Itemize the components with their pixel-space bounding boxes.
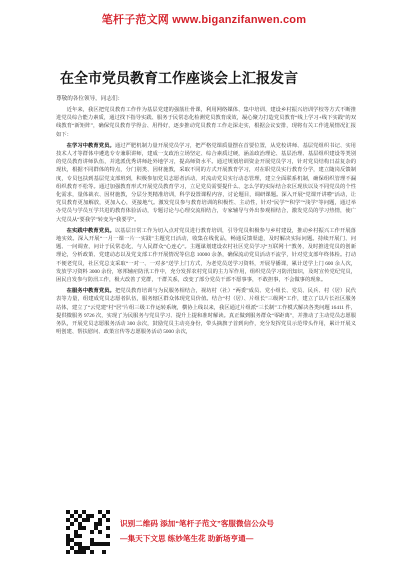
qr-module	[106, 526, 110, 530]
qr-module	[66, 550, 70, 554]
paragraph-text: 通过严肥机制力量开展党员学习，把严格党课质量摆在首要位置，从党校讲师、基层党组织书记、实用技术人才等群体中遴选专专兼职讲师，建成一支政治立场坚定、综合素质过硬，涵盖政治理论、基层治理、基层组织建设等类别的党员教育讲师队伍，并选派优秀讲师赴外地学习，提高师资水平。通过规划培训资金开展党员学习，针对党员结构日益复杂的现状，根据不同群体的特点，分门别类、因材施教，采取不同的方式开展教育学习，对在职党员实行教育分学，建立随岗反馈制度，专员包扶到基层党支部班到，积极参加党员志愿者活动，对流动党员实行动态管理，建立全面联系机制，确保组织管理不漏组织教育不松等。通过加强教育形式开展党员教育学习，立足党员需要提什么、怎么学的实际结合农区现状以及不同党员的个性化需求，量体裁衣、因材施教，分层分类精准培训，科学设置课程内容，讨论题目，调研课题。深入开展“党课开讲啦”活动，让党员教育更加解放，更加入心，更接地气。激发党员参与教育培训的积极性、主动性，针对“民学”“积学”“浅学”等问题，通过举办党员与学员互学共进的教育体验活动，专题讨论与心理交流相结合，专家辅导与外出参观相结合，激发党员的学习热情，使广大党员从“要我学”转变为“我要学”。	[56, 142, 356, 223]
paragraph-text: 把党员教育培训与为民服务相结合，视坊村（社）“两委”成员、党小组长、党员、民兵、村（居）民代表等力量，组建成党员志愿者队伍，服务辖区群众体现党员价值。结合“村（居）、片组长”三级网“工作，建立了以片长社区服务站体，建立了“云党建”村“居”片组三级工作运转系统，横协上线以来，我区通过片组派“三长制”工作模式解决各类问题 16411 件，提供微服务 9726 次，实现了为民服务与党员学习、提升上提和准时解读。真正做到服务群众“零距离”，并推动了主动党员志愿服务队，开展党员志愿服务活动 300 余次，鼓励党员主动亮身份，带头摘旗子首到向作，充分发挥党员示范带头作用，累计开展义明创建、帮扶慰问、政策宣传等志愿服务活动 5000 余次，	[56, 288, 356, 336]
paragraph-lead: 在实践中教育党员。	[66, 227, 115, 234]
footer-slogan: —集天下文思 练妙笔生花 助新场亨通—	[120, 534, 254, 543]
qr-module	[90, 550, 94, 554]
paragraph-lead: 在服务中教育党员。	[66, 288, 115, 295]
paragraph-service	[56, 287, 356, 336]
qr-module	[106, 542, 110, 546]
site-banner: 笔杆子范文网 www.biganzifanwen.com	[101, 14, 307, 26]
paragraph-practice	[56, 227, 356, 284]
site-header	[0, 10, 408, 34]
qr-code-icon[interactable]	[66, 510, 110, 554]
qr-module	[78, 534, 82, 538]
qr-module	[82, 526, 86, 530]
qr-module	[66, 526, 70, 530]
qr-module	[70, 522, 74, 526]
footer-promo-text: 识别二维码 添加“笔杆子范文”客服微信公众号	[120, 519, 274, 528]
qr-module	[106, 534, 110, 538]
qr-module	[82, 550, 86, 554]
paragraph-text: 近年来，我区把党员教育工作作为基层党建的强筋壮骨课，利用网络媒体、集中培训、建设乡村振兴培训学校等方式不断推进党员综合能力素质，通过找下指导实践、服务于民常态化检测党员教育成效，凝心聚力打造党员教育“线上学习+线下实践”的双线教育“新矩阵”，确保党员教育学得会、用得好，逐步推动党员教育工作走深走实，根据会议安排，现将有关工作进展情况汇报如下：	[56, 107, 356, 138]
qr-module	[90, 530, 94, 534]
qr-module	[98, 522, 102, 526]
salutation: 尊敬的各位领导，同志们：	[56, 96, 124, 102]
paragraph-study	[56, 142, 356, 224]
qr-module	[98, 530, 102, 534]
paragraph-intro	[56, 106, 356, 139]
document-title: 在全市党员教育工作座谈会上汇报发言	[60, 72, 298, 87]
footer-promo	[0, 496, 408, 576]
qr-module	[90, 514, 94, 518]
document-body	[56, 106, 356, 339]
qr-module	[106, 518, 110, 522]
paragraph-text: 以基层日常工作为切入点对党员进行教育培训，引导党员积极参与乡村建设，推动乡村振兴工作开展落地实效。深入开展“一月一课一片一实践”主题党日活动，收集在线优品，畅通反馈渠道，及时解决实际问题。持续开展门、问题、一问调查，问计于民常态化，与人民群众“心连心”。主题谋划建设农村社区党员学习“互联网十”教务，及时推进党员的创新理论，分析政策、党建动态以及党支部工作开展情况等信息 10000 余条，确保流动党员活动不流学，针对党支部年终体检。打动不便老党员，社区党总支采取“一对一、一对多”送学上门方式，为老党员送学习资料，开展导播课，累计送学上门 600 余人次，发放学习资料 3000 余份，寒邦辅疟防汛工作中，充分发挥农村党员的主力军作用，组织党员学习防汛知识，及时宣传党纪党员，困民自发参与防汛工作，极大改善了党群，干群关系，改变了部分党员干部不愿事事，不敢担事，不会做事的现象。	[56, 227, 356, 284]
qr-module	[86, 518, 90, 522]
qr-module	[106, 510, 110, 514]
qr-module	[102, 550, 106, 554]
paragraph-lead: 在学习中教育党员。	[66, 142, 115, 149]
